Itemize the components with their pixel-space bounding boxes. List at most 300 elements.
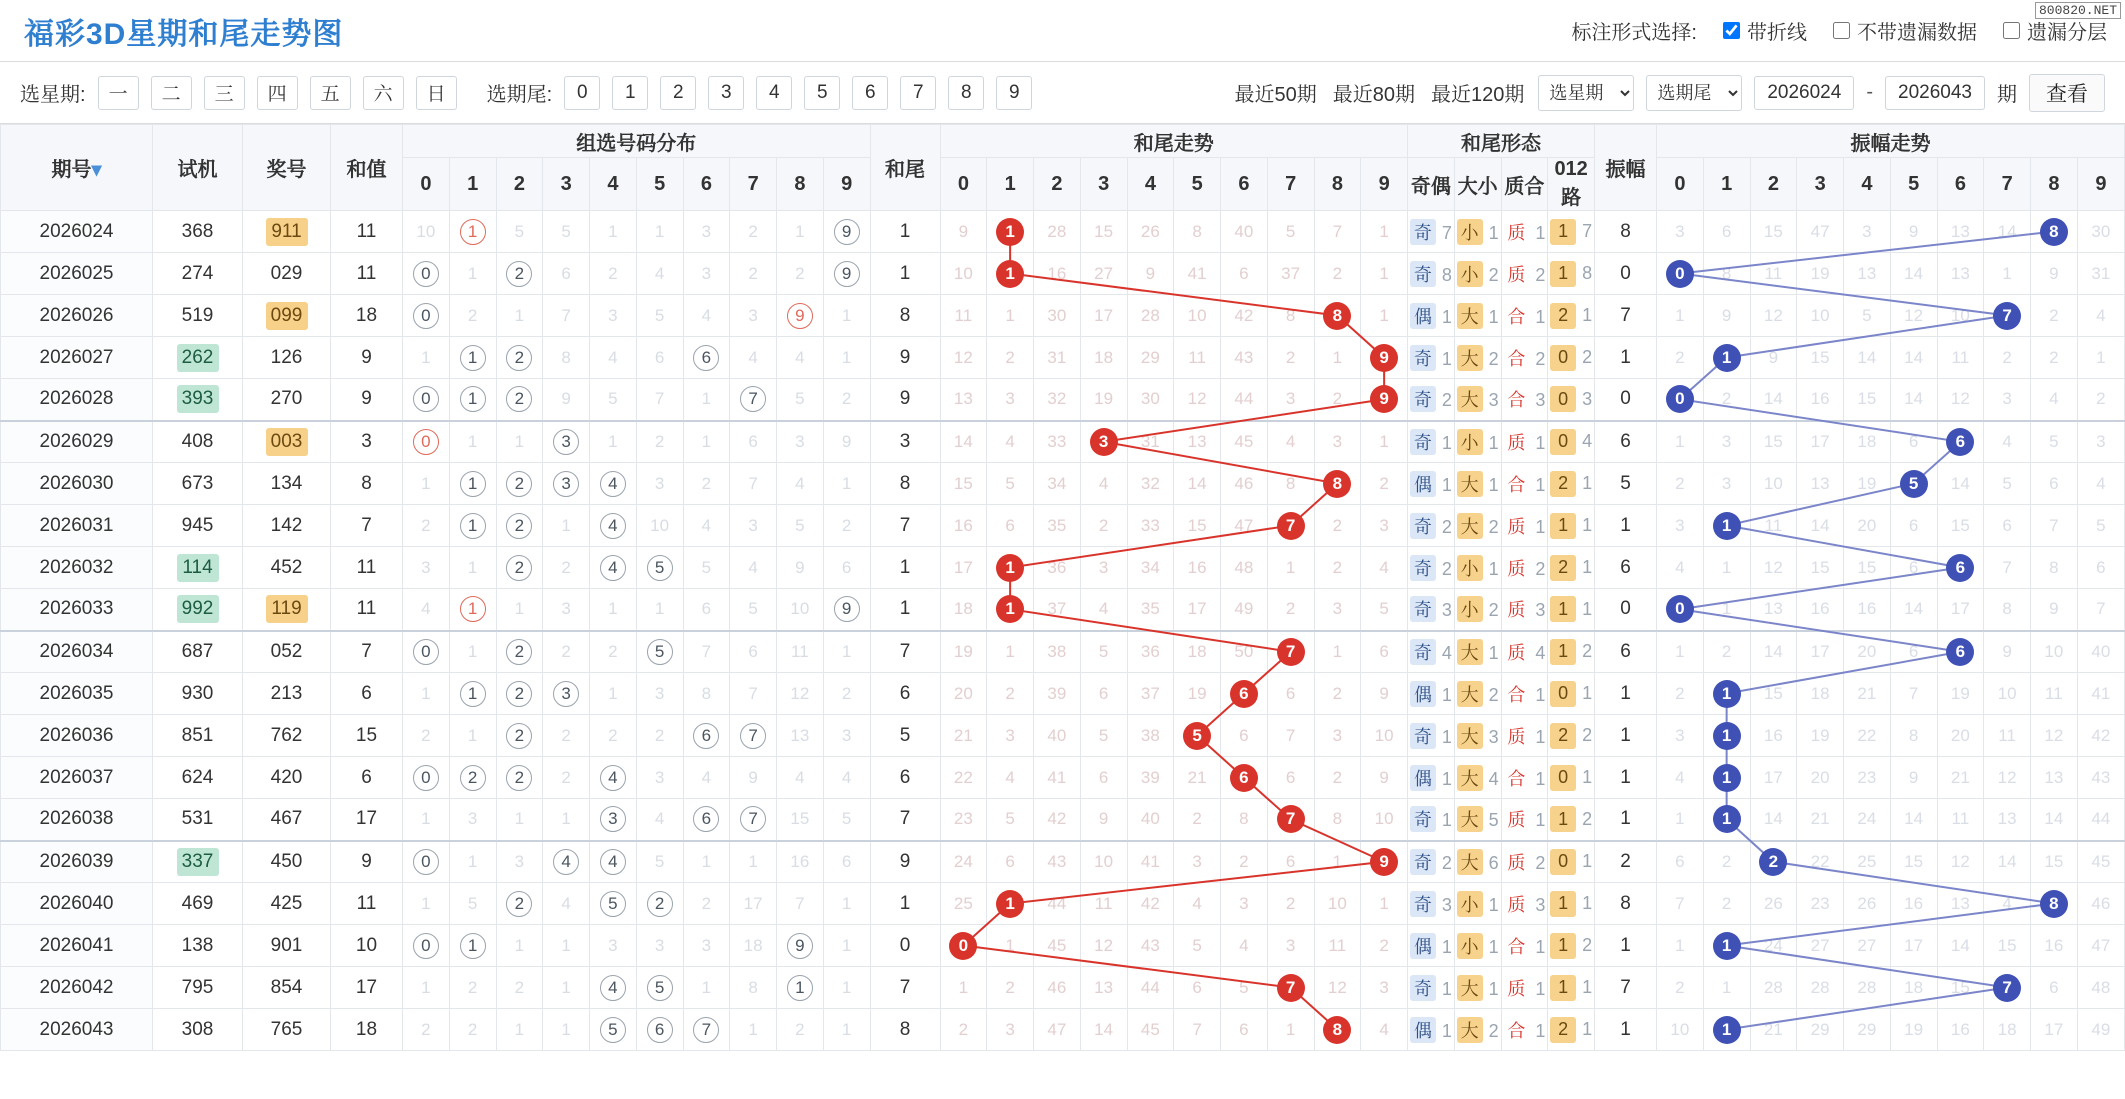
cell-tailtrend-3: 5 (1080, 631, 1127, 673)
cell-prime-comp (1501, 757, 1548, 799)
cell-tailtrend-8 (1314, 1009, 1361, 1051)
tail-trend-marker: 8 (1323, 1016, 1351, 1044)
cell-amptrend-2 (1750, 841, 1797, 883)
cell-tailtrend-5 (1174, 715, 1221, 757)
cell-issue[interactable]: 2026030 (1, 463, 153, 505)
table-row[interactable] (1, 589, 2125, 631)
cell-amptrend-3: 10 (1797, 295, 1844, 337)
amp-trend-marker: 8 (2040, 890, 2068, 918)
header-row-1 (1, 125, 2125, 158)
cell-route012-tag: 0 (1550, 765, 1576, 791)
cell-big-small (1454, 295, 1501, 337)
recent-80-link[interactable]: 最近80期 (1332, 84, 1415, 106)
select-tail-dropdown[interactable] (1646, 75, 1742, 111)
cell-tailtrend-3: 12 (1080, 925, 1127, 967)
cell-amptrend-0: 2 (1657, 337, 1704, 379)
week-option-6[interactable]: 六 (363, 76, 404, 110)
cell-dist-2: 1 (496, 421, 543, 463)
cell-dist-3: 8 (543, 337, 590, 379)
cell-dist-8: 7 (777, 883, 824, 925)
cell-dist-0: 2 (403, 1009, 450, 1051)
cell-big-small-miss: 1 (1488, 642, 1499, 663)
cell-odd-even-tag: 偶 (1410, 1017, 1436, 1043)
cell-sum: 18 (331, 1009, 403, 1051)
cell-tailtrend-4: 44 (1127, 967, 1174, 1009)
cell-prime-comp (1501, 295, 1548, 337)
cell-route012-tag: 0 (1550, 849, 1576, 875)
cell-try: 519 (153, 295, 243, 337)
cell-issue[interactable]: 2026037 (1, 757, 153, 799)
cell-dist-8: 9 (777, 547, 824, 589)
cell-dist-0: 10 (403, 211, 450, 253)
cell-dist-4: 1 (590, 211, 637, 253)
th-dist-8: 8 (777, 158, 824, 211)
cell-amptrend-7: 13 (1984, 799, 2031, 841)
week-option-7[interactable]: 日 (416, 76, 457, 110)
cell-tailtrend-3: 4 (1080, 463, 1127, 505)
cell-big-small-tag: 小 (1457, 596, 1483, 622)
cell-prime-comp-tag: 合 (1507, 684, 1526, 705)
cell-issue[interactable]: 2026029 (1, 421, 153, 463)
cell-route012-tag: 1 (1550, 261, 1576, 287)
cell-prime-comp (1501, 379, 1548, 421)
table-row[interactable] (1, 673, 2125, 715)
cell-route012 (1548, 799, 1595, 841)
cell-prime-comp (1501, 799, 1548, 841)
cell-dist-5: 6 (636, 337, 683, 379)
th-issue[interactable] (1, 125, 153, 211)
cell-route012-miss: 2 (1582, 808, 1593, 829)
cell-amptrend-3: 17 (1797, 631, 1844, 673)
cell-tailtrend-1: 6 (987, 841, 1034, 883)
cell-amptrend-2: 11 (1750, 505, 1797, 547)
table-row[interactable] (1, 505, 2125, 547)
tail-option-0[interactable]: 0 (564, 76, 600, 110)
cell-amptrend-6: 13 (1937, 883, 1984, 925)
cell-amptrend-4: 18 (1844, 421, 1891, 463)
cell-prime-comp-miss: 2 (1535, 852, 1546, 873)
cell-odd-even (1408, 379, 1455, 421)
tail-trend-marker: 7 (1277, 638, 1305, 666)
cell-amptrend-1 (1703, 1009, 1750, 1051)
dist-circle: 5 (600, 1017, 626, 1043)
cell-tailtrend-9: 1 (1361, 211, 1408, 253)
cell-prime-comp-miss: 1 (1535, 516, 1546, 537)
recent-120-link[interactable]: 最近120期 (1430, 84, 1525, 106)
week-option-4[interactable]: 四 (257, 76, 298, 110)
tail-trend-marker: 1 (996, 595, 1024, 623)
cell-tailtrend-3: 13 (1080, 967, 1127, 1009)
cell-tailtrend-2: 34 (1034, 463, 1081, 505)
th-tailtrend-6: 6 (1221, 158, 1268, 211)
cell-dist-6: 1 (683, 421, 730, 463)
cell-amptrend-6 (1937, 631, 1984, 673)
cell-prime-comp-tag: 质 (1507, 894, 1526, 915)
cell-prime-comp-tag: 合 (1507, 390, 1526, 411)
cell-dist-9: 3 (823, 715, 870, 757)
table-row[interactable] (1, 295, 2125, 337)
cell-dist-2 (496, 883, 543, 925)
tail-option-8[interactable]: 8 (948, 76, 984, 110)
th-tailtrend-2: 2 (1034, 158, 1081, 211)
cell-dist-9: 5 (823, 799, 870, 841)
cell-tail: 3 (870, 421, 940, 463)
cell-issue[interactable]: 2026039 (1, 841, 153, 883)
cell-amptrend-8: 8 (2031, 547, 2078, 589)
cell-dist-6: 7 (683, 631, 730, 673)
cell-tail: 7 (870, 505, 940, 547)
cell-route012 (1548, 547, 1595, 589)
dist-circle: 2 (506, 471, 532, 497)
cell-big-small-tag: 小 (1457, 933, 1483, 959)
sort-caret-icon[interactable]: ▾ (91, 159, 102, 181)
cell-prize: 450 (243, 841, 331, 883)
checkbox-miss-layer[interactable] (2003, 22, 2020, 39)
cell-amptrend-7: 11 (1984, 715, 2031, 757)
cell-tailtrend-0: 25 (940, 883, 987, 925)
tail-trend-marker: 1 (996, 218, 1024, 246)
amp-trend-marker: 6 (1946, 428, 1974, 456)
cell-amptrend-7: 12 (1984, 757, 2031, 799)
cell-prime-comp (1501, 211, 1548, 253)
cell-prime-comp (1501, 673, 1548, 715)
option-no-miss-data[interactable] (1833, 16, 1977, 45)
table-row[interactable] (1, 841, 2125, 883)
amp-trend-marker: 6 (1946, 554, 1974, 582)
amp-trend-marker: 6 (1946, 638, 1974, 666)
week-option-1[interactable]: 一 (98, 76, 139, 110)
cell-issue[interactable]: 2026036 (1, 715, 153, 757)
cell-dist-3: 2 (543, 547, 590, 589)
cell-big-small-tag: 大 (1457, 471, 1483, 497)
cell-big-small-miss: 1 (1488, 432, 1499, 453)
cell-route012 (1548, 1009, 1595, 1051)
cell-tailtrend-1 (987, 547, 1034, 589)
table-row[interactable] (1, 379, 2125, 421)
cell-dist-1 (449, 589, 496, 631)
cell-amptrend-4: 25 (1844, 841, 1891, 883)
view-button[interactable]: 查看 (2029, 74, 2105, 112)
th-dist-6: 6 (683, 158, 730, 211)
dist-circle: 4 (600, 975, 626, 1001)
cell-issue[interactable]: 2026034 (1, 631, 153, 673)
cell-try: 469 (153, 883, 243, 925)
cell-tailtrend-9: 10 (1361, 715, 1408, 757)
recent-50-link[interactable]: 最近50期 (1234, 84, 1317, 106)
cell-issue[interactable]: 2026042 (1, 967, 153, 1009)
cell-issue[interactable]: 2026041 (1, 925, 153, 967)
th-tailtrend-1: 1 (987, 158, 1034, 211)
cell-amptrend-6: 11 (1937, 799, 1984, 841)
cell-amptrend-0: 10 (1657, 1009, 1704, 1051)
cell-route012-miss: 2 (1582, 935, 1593, 955)
cell-issue[interactable]: 2026038 (1, 799, 153, 841)
range-end-input[interactable] (1885, 76, 1985, 110)
cell-amptrend-1 (1703, 757, 1750, 799)
cell-sum: 3 (331, 421, 403, 463)
cell-amptrend-3: 29 (1797, 1009, 1844, 1051)
amp-trend-marker: 1 (1713, 512, 1741, 540)
cell-amptrend-9: 48 (2077, 967, 2124, 1009)
week-option-3[interactable]: 三 (204, 76, 245, 110)
cell-dist-5 (636, 1009, 683, 1051)
cell-tail: 7 (870, 967, 940, 1009)
cell-tailtrend-8: 1 (1314, 631, 1361, 673)
cell-tailtrend-6: 47 (1221, 505, 1268, 547)
dist-circle: 2 (506, 639, 532, 665)
cell-issue[interactable]: 2026027 (1, 337, 153, 379)
cell-odd-even-miss: 1 (1441, 978, 1452, 999)
cell-amptrend-1: 2 (1703, 379, 1750, 421)
tail-option-5[interactable]: 5 (804, 76, 840, 110)
trend-table (0, 124, 2125, 1051)
cell-tailtrend-7 (1267, 505, 1314, 547)
cell-amptrend-6: 14 (1937, 463, 1984, 505)
tail-trend-marker: 1 (996, 554, 1024, 582)
table-row[interactable] (1, 547, 2125, 589)
cell-tailtrend-6: 46 (1221, 463, 1268, 505)
cell-amptrend-6: 16 (1937, 1009, 1984, 1051)
cell-amptrend-1: 9 (1703, 295, 1750, 337)
cell-amptrend-0: 2 (1657, 463, 1704, 505)
tail-option-7[interactable]: 7 (900, 76, 936, 110)
cell-dist-0 (403, 253, 450, 295)
cell-issue[interactable]: 2026028 (1, 379, 153, 421)
cell-amptrend-5: 14 (1890, 253, 1937, 295)
cell-amptrend-3: 13 (1797, 463, 1844, 505)
cell-prime-comp-tag: 质 (1507, 852, 1526, 873)
cell-issue[interactable]: 2026033 (1, 589, 153, 631)
cell-route012 (1548, 337, 1595, 379)
range-start-input[interactable] (1754, 76, 1854, 110)
filter-bar (0, 62, 2125, 124)
cell-odd-even-tag: 奇 (1410, 723, 1436, 749)
dist-circle: 7 (740, 386, 766, 412)
cell-issue[interactable]: 2026026 (1, 295, 153, 337)
cell-dist-4: 2 (590, 631, 637, 673)
cell-dist-9: 1 (823, 631, 870, 673)
cell-route012-tag: 1 (1550, 975, 1576, 1001)
cell-dist-3 (543, 841, 590, 883)
cell-tailtrend-1 (987, 589, 1034, 631)
cell-amptrend-7: 4 (1984, 883, 2031, 925)
cell-tailtrend-9: 2 (1361, 925, 1408, 967)
cell-dist-7: 9 (730, 757, 777, 799)
table-row[interactable] (1, 421, 2125, 463)
table-row[interactable] (1, 715, 2125, 757)
cell-amptrend-5: 9 (1890, 757, 1937, 799)
cell-prize: 901 (243, 925, 331, 967)
cell-dist-0: 1 (403, 883, 450, 925)
option-with-polyline[interactable] (1723, 16, 1807, 45)
cell-issue[interactable]: 2026035 (1, 673, 153, 715)
cell-tailtrend-9: 1 (1361, 253, 1408, 295)
cell-odd-even-tag: 偶 (1410, 471, 1436, 497)
th-amptrend-7: 7 (1984, 158, 2031, 211)
dist-circle: 5 (600, 891, 626, 917)
cell-amptrend-0: 7 (1657, 883, 1704, 925)
tail-option-4[interactable]: 4 (756, 76, 792, 110)
cell-route012-tag: 1 (1550, 891, 1576, 917)
cell-dist-3 (543, 673, 590, 715)
cell-issue[interactable]: 2026025 (1, 253, 153, 295)
cell-tailtrend-0: 14 (940, 421, 987, 463)
cell-amptrend-8: 7 (2031, 505, 2078, 547)
cell-tailtrend-2: 33 (1034, 421, 1081, 463)
cell-tailtrend-4: 30 (1127, 379, 1174, 421)
table-row[interactable] (1, 883, 2125, 925)
cell-tailtrend-7 (1267, 967, 1314, 1009)
cell-tailtrend-0: 13 (940, 379, 987, 421)
cell-dist-7: 7 (730, 673, 777, 715)
cell-tailtrend-6: 4 (1221, 925, 1268, 967)
table-row[interactable] (1, 925, 2125, 967)
cell-tailtrend-2: 37 (1034, 589, 1081, 631)
dist-circle: 4 (553, 849, 579, 875)
tail-option-3[interactable]: 3 (708, 76, 744, 110)
cell-sum: 9 (331, 379, 403, 421)
cell-tailtrend-8: 2 (1314, 673, 1361, 715)
cell-tailtrend-1: 1 (987, 925, 1034, 967)
cell-issue[interactable]: 2026043 (1, 1009, 153, 1051)
try-badge: 114 (177, 554, 219, 582)
cell-odd-even-miss: 1 (1441, 726, 1452, 747)
cell-amptrend-2: 26 (1750, 883, 1797, 925)
cell-dist-8 (777, 967, 824, 1009)
cell-sum: 11 (331, 589, 403, 631)
cell-tailtrend-8: 8 (1314, 799, 1361, 841)
cell-route012-miss: 1 (1582, 473, 1593, 493)
cell-route012-tag: 2 (1550, 723, 1576, 749)
week-option-5[interactable]: 五 (310, 76, 351, 110)
cell-dist-1 (449, 673, 496, 715)
table-row[interactable] (1, 799, 2125, 841)
table-row[interactable] (1, 1009, 2125, 1051)
cell-amptrend-7: 10 (1984, 673, 2031, 715)
cell-tail: 7 (870, 631, 940, 673)
cell-odd-even-miss: 1 (1441, 768, 1452, 789)
cell-tailtrend-5: 13 (1174, 421, 1221, 463)
tail-trend-marker: 1 (996, 890, 1024, 918)
cell-issue[interactable]: 2026040 (1, 883, 153, 925)
cell-try: 673 (153, 463, 243, 505)
checkbox-no-miss-data[interactable] (1833, 22, 1850, 39)
cell-tailtrend-7: 3 (1267, 925, 1314, 967)
cell-odd-even (1408, 463, 1455, 505)
cell-big-small-tag: 大 (1457, 849, 1483, 875)
cell-amp: 0 (1595, 379, 1657, 421)
cell-dist-1 (449, 505, 496, 547)
checkbox-with-polyline[interactable] (1723, 22, 1740, 39)
cell-amptrend-2: 9 (1750, 337, 1797, 379)
th-big-small: 大小 (1454, 158, 1501, 211)
cell-amptrend-3: 16 (1797, 589, 1844, 631)
cell-tail: 6 (870, 757, 940, 799)
cell-prize: 420 (243, 757, 331, 799)
week-option-2[interactable]: 二 (151, 76, 192, 110)
cell-tailtrend-1: 3 (987, 379, 1034, 421)
cell-amptrend-7 (1984, 967, 2031, 1009)
amp-trend-marker: 0 (1666, 260, 1694, 288)
cell-tailtrend-8: 1 (1314, 337, 1361, 379)
option-miss-layer[interactable] (2003, 16, 2107, 45)
dist-circle: 1 (460, 513, 486, 539)
cell-tailtrend-8: 3 (1314, 421, 1361, 463)
table-row[interactable] (1, 967, 2125, 1009)
cell-issue[interactable]: 2026032 (1, 547, 153, 589)
cell-amptrend-8: 9 (2031, 253, 2078, 295)
cell-tailtrend-5: 4 (1174, 883, 1221, 925)
top-bar (0, 0, 2125, 62)
cell-issue[interactable]: 2026024 (1, 211, 153, 253)
cell-prime-comp (1501, 463, 1548, 505)
dist-circle: 0 (413, 849, 439, 875)
cell-route012 (1548, 883, 1595, 925)
tail-option-1[interactable]: 1 (612, 76, 648, 110)
cell-amp: 8 (1595, 883, 1657, 925)
tail-option-9[interactable]: 9 (996, 76, 1032, 110)
cell-big-small-tag: 大 (1457, 765, 1483, 791)
cell-tailtrend-1: 5 (987, 463, 1034, 505)
tail-option-6[interactable]: 6 (852, 76, 888, 110)
cell-odd-even-tag: 奇 (1410, 849, 1436, 875)
cell-issue[interactable]: 2026031 (1, 505, 153, 547)
cell-dist-0: 1 (403, 967, 450, 1009)
cell-dist-0 (403, 925, 450, 967)
table-row[interactable] (1, 757, 2125, 799)
tail-option-2[interactable]: 2 (660, 76, 696, 110)
cell-tailtrend-4: 42 (1127, 883, 1174, 925)
cell-amptrend-1: 3 (1703, 463, 1750, 505)
cell-tailtrend-7: 6 (1267, 757, 1314, 799)
cell-sum: 11 (331, 547, 403, 589)
select-week-dropdown[interactable] (1538, 75, 1634, 111)
dist-circle: 9 (834, 596, 860, 622)
cell-prime-comp-tag: 质 (1507, 558, 1526, 579)
cell-odd-even-tag: 偶 (1410, 681, 1436, 707)
table-row[interactable] (1, 337, 2125, 379)
cell-tail: 1 (870, 211, 940, 253)
dist-circle: 0 (413, 639, 439, 665)
cell-amp: 1 (1595, 799, 1657, 841)
cell-tailtrend-6: 6 (1221, 715, 1268, 757)
cell-tailtrend-8: 2 (1314, 253, 1361, 295)
cell-big-small-tag: 大 (1457, 975, 1483, 1001)
table-row[interactable] (1, 631, 2125, 673)
dist-circle: 6 (647, 1017, 673, 1043)
th-amptrend-9: 9 (2077, 158, 2124, 211)
table-row[interactable] (1, 463, 2125, 505)
table-row[interactable] (1, 211, 2125, 253)
cell-dist-0: 2 (403, 715, 450, 757)
cell-amptrend-5: 6 (1890, 631, 1937, 673)
cell-sum: 9 (331, 841, 403, 883)
cell-amptrend-7: 18 (1984, 1009, 2031, 1051)
cell-tailtrend-9: 1 (1361, 295, 1408, 337)
cell-amptrend-3: 15 (1797, 337, 1844, 379)
cell-tailtrend-2: 44 (1034, 883, 1081, 925)
cell-try (153, 337, 243, 379)
cell-tailtrend-5: 17 (1174, 589, 1221, 631)
cell-dist-6: 2 (683, 463, 730, 505)
cell-amp: 1 (1595, 1009, 1657, 1051)
cell-dist-5: 2 (636, 421, 683, 463)
table-row[interactable] (1, 253, 2125, 295)
cell-tail: 1 (870, 589, 940, 631)
cell-amptrend-0 (1657, 253, 1704, 295)
cell-dist-7: 3 (730, 505, 777, 547)
cell-route012-miss: 1 (1582, 515, 1593, 535)
